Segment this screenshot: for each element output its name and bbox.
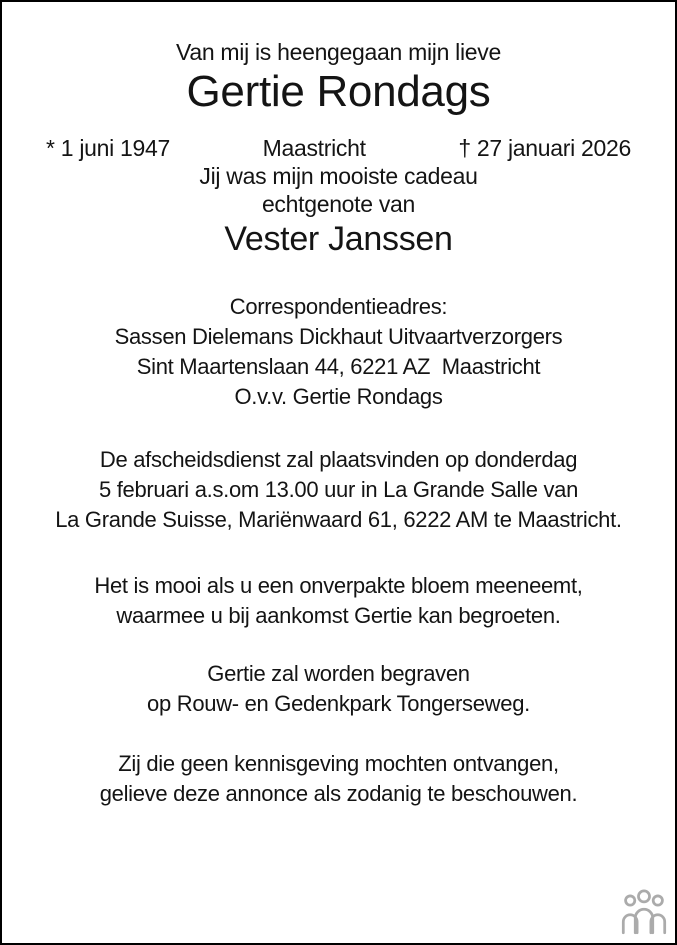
service-block [2, 445, 675, 535]
notice-line: Zij die geen kennisgeving mochten ontvangen, [118, 751, 559, 776]
flower-block [2, 571, 675, 631]
correspondence-block [2, 292, 675, 412]
service-line: La Grande Suisse, Mariënwaard 61, 6222 AM te Maastricht. [55, 507, 622, 532]
intro-line: Van mij is heengegaan mijn lieve [176, 39, 501, 65]
correspondence-line: O.v.v. Gertie Rondags [234, 384, 443, 409]
correspondence-line: Sint Maartenslaan 44, 6221 AZ Maastricht [136, 354, 541, 379]
burial-line: Gertie zal worden begraven [207, 661, 470, 686]
service-line: De afscheidsdienst zal plaatsvinden op donderdag [99, 447, 578, 472]
people-group-icon [621, 889, 667, 936]
correspondence-heading: Correspondentieadres: [229, 294, 448, 319]
birth-place: Maastricht [262, 135, 366, 161]
burial-line: op Rouw- en Gedenkpark Tongerseweg. [147, 691, 530, 716]
correspondence-line: Sassen Dielemans Dickhaut Uitvaartverzorgers [114, 324, 563, 349]
birth-date: * 1 juni 1947 [46, 135, 170, 161]
spouse-name: Vester Janssen [224, 220, 453, 258]
vitals-row [46, 134, 631, 162]
burial-block [2, 659, 675, 719]
flower-line: waarmee u bij aankomst Gertie kan begroeten. [116, 603, 561, 628]
death-date: † 27 januari 2026 [458, 135, 631, 161]
relation-line: echtgenote van [261, 191, 416, 217]
flower-line: Het is mooi als u een onverpakte bloem meeneemt, [94, 573, 583, 598]
notice-line: gelieve deze annonce als zodanig te beschouwen. [99, 781, 578, 806]
notice-block [2, 749, 675, 809]
service-line: 5 februari a.s.om 13.00 uur in La Grande Salle van [98, 477, 579, 502]
tribute-line: Jij was mijn mooiste cadeau [199, 163, 478, 189]
deceased-name: Gertie Rondags [186, 67, 491, 116]
